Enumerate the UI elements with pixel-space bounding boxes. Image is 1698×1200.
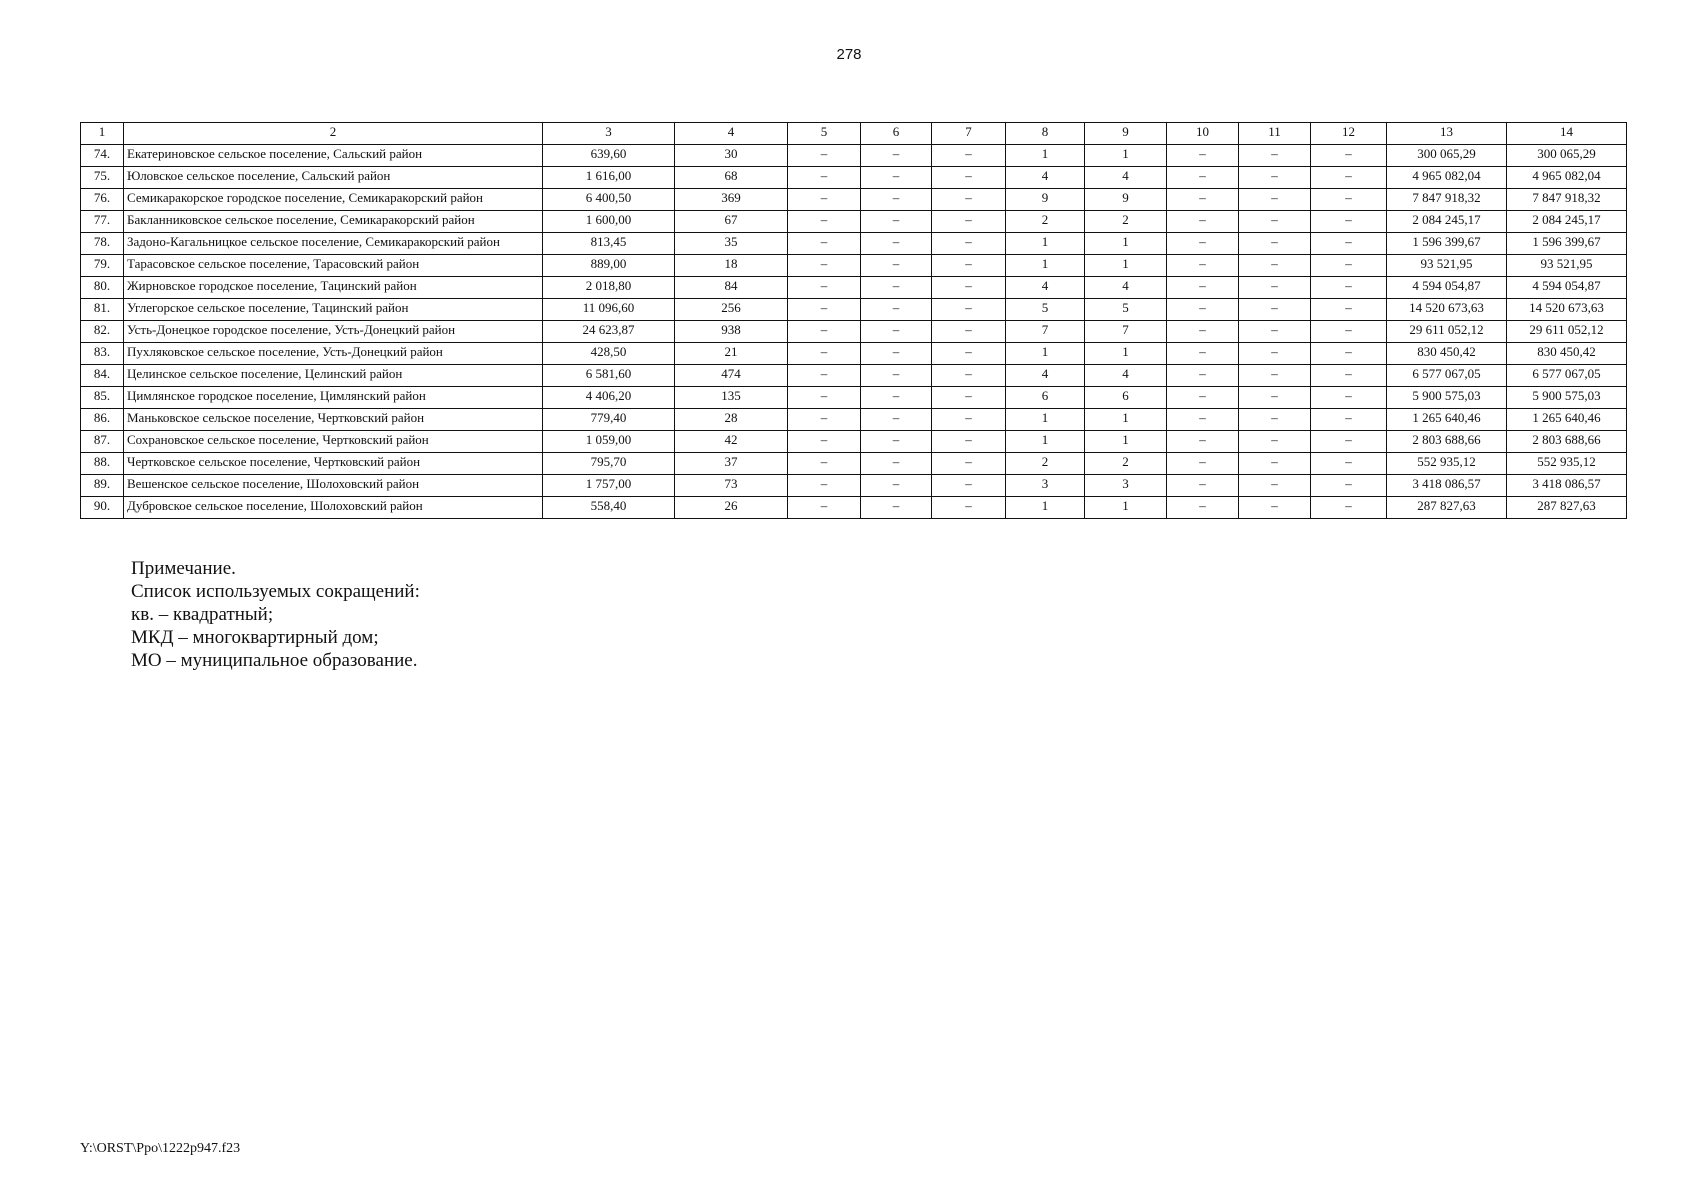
column-header-10: 10 (1167, 123, 1239, 145)
table-cell: 4 965 082,04 (1387, 167, 1507, 189)
table-cell: 26 (675, 497, 788, 519)
table-cell: – (1167, 277, 1239, 299)
table-cell: – (932, 343, 1006, 365)
table-cell: – (861, 409, 932, 431)
table-row (81, 497, 1627, 519)
table-cell: 2 084 245,17 (1507, 211, 1627, 233)
table-cell: 1 (1006, 255, 1085, 277)
table-cell: 1 (1085, 497, 1167, 519)
table-cell: 6 577 067,05 (1387, 365, 1507, 387)
table-row (81, 431, 1627, 453)
table-cell: 428,50 (543, 343, 675, 365)
table-cell: – (1239, 387, 1311, 409)
table-cell: 135 (675, 387, 788, 409)
table-cell: 300 065,29 (1387, 145, 1507, 167)
table-cell: 7 (1006, 321, 1085, 343)
table-cell: 2 (1085, 453, 1167, 475)
column-header-5: 5 (788, 123, 861, 145)
table-cell: 1 616,00 (543, 167, 675, 189)
table-cell: 369 (675, 189, 788, 211)
table-cell: – (788, 211, 861, 233)
column-header-11: 11 (1239, 123, 1311, 145)
table-cell: 1 (1006, 409, 1085, 431)
settlement-name-cell: Семикаракорское городское поселение, Семикаракорский район (124, 189, 543, 211)
table-cell: – (788, 409, 861, 431)
table-row (81, 167, 1627, 189)
table-cell: – (932, 211, 1006, 233)
table-cell: 6 (1085, 387, 1167, 409)
table-cell: – (1239, 299, 1311, 321)
table-cell: – (932, 453, 1006, 475)
table-row (81, 387, 1627, 409)
table-cell: 474 (675, 365, 788, 387)
table-cell: – (932, 365, 1006, 387)
table-cell: 287 827,63 (1387, 497, 1507, 519)
table-cell: 89. (81, 475, 124, 497)
table-cell: – (1239, 167, 1311, 189)
table-cell: – (788, 277, 861, 299)
column-header-7: 7 (932, 123, 1006, 145)
column-header-12: 12 (1311, 123, 1387, 145)
table-cell: – (1311, 475, 1387, 497)
table-cell: 7 847 918,32 (1387, 189, 1507, 211)
table-cell: 1 (1006, 145, 1085, 167)
table-cell: 11 096,60 (543, 299, 675, 321)
note-heading: Примечание. (131, 558, 236, 579)
table-cell: 2 (1085, 211, 1167, 233)
table-cell: 889,00 (543, 255, 675, 277)
table-cell: – (861, 145, 932, 167)
table-cell: 4 594 054,87 (1387, 277, 1507, 299)
table-cell: – (932, 387, 1006, 409)
column-header-14: 14 (1507, 123, 1627, 145)
table-cell: 93 521,95 (1507, 255, 1627, 277)
note-line: Список используемых сокращений: (131, 581, 420, 602)
table-cell: – (932, 475, 1006, 497)
table-cell: 779,40 (543, 409, 675, 431)
table-row (81, 299, 1627, 321)
table-cell: 6 577 067,05 (1507, 365, 1627, 387)
table-cell: 67 (675, 211, 788, 233)
table-cell: – (1167, 453, 1239, 475)
table-cell: – (861, 431, 932, 453)
settlement-name-cell: Вешенское сельское поселение, Шолоховский район (124, 475, 543, 497)
table-cell: 73 (675, 475, 788, 497)
table-cell: 29 611 052,12 (1387, 321, 1507, 343)
table-cell: 1 (1085, 145, 1167, 167)
column-header-6: 6 (861, 123, 932, 145)
table-cell: 558,40 (543, 497, 675, 519)
table-cell: 938 (675, 321, 788, 343)
table-cell: 3 (1085, 475, 1167, 497)
table-cell: – (932, 277, 1006, 299)
table-cell: 5 900 575,03 (1387, 387, 1507, 409)
note-line: МКД – многоквартирный дом; (131, 627, 379, 648)
table-cell: 81. (81, 299, 124, 321)
settlement-name-cell: Целинское сельское поселение, Целинский район (124, 365, 543, 387)
note-line: МО – муниципальное образование. (131, 650, 418, 671)
table-cell: – (861, 365, 932, 387)
table-cell: – (932, 145, 1006, 167)
table-row (81, 277, 1627, 299)
table-cell: 24 623,87 (543, 321, 675, 343)
table-cell: 1 (1085, 409, 1167, 431)
table-cell: – (1167, 431, 1239, 453)
table-cell: – (1239, 497, 1311, 519)
table-cell: – (861, 189, 932, 211)
table-cell: – (1311, 497, 1387, 519)
table-cell: 28 (675, 409, 788, 431)
table-cell: 30 (675, 145, 788, 167)
table-cell: 6 400,50 (543, 189, 675, 211)
table-cell: – (1239, 475, 1311, 497)
table-cell: – (1311, 431, 1387, 453)
table-cell: 1 (1006, 431, 1085, 453)
table-cell: 7 847 918,32 (1507, 189, 1627, 211)
settlement-name-cell: Цимлянское городское поселение, Цимлянский район (124, 387, 543, 409)
table-cell: – (861, 233, 932, 255)
table-cell: – (1239, 189, 1311, 211)
table-cell: – (1311, 409, 1387, 431)
table-cell: 5 (1006, 299, 1085, 321)
table-row (81, 255, 1627, 277)
table-cell: 1 (1085, 343, 1167, 365)
table-cell: – (1311, 255, 1387, 277)
table-cell: 2 (1006, 453, 1085, 475)
settlement-name-cell: Бакланниковское сельское поселение, Семикаракорский район (124, 211, 543, 233)
settlement-name-cell: Пухляковское сельское поселение, Усть-Донецкий район (124, 343, 543, 365)
table-cell: – (788, 497, 861, 519)
table-cell: – (861, 475, 932, 497)
table-cell: 287 827,63 (1507, 497, 1627, 519)
table-cell: 256 (675, 299, 788, 321)
table-cell: – (861, 277, 932, 299)
table-cell: 4 406,20 (543, 387, 675, 409)
table-cell: 1 265 640,46 (1387, 409, 1507, 431)
table-cell: – (1167, 145, 1239, 167)
table-cell: 1 600,00 (543, 211, 675, 233)
table-cell: – (788, 475, 861, 497)
table-cell: 82. (81, 321, 124, 343)
table-cell: 7 (1085, 321, 1167, 343)
table-cell: – (788, 387, 861, 409)
table-cell: – (1239, 211, 1311, 233)
table-cell: 37 (675, 453, 788, 475)
table-cell: – (788, 145, 861, 167)
table-cell: – (1311, 211, 1387, 233)
settlement-name-cell: Чертковское сельское поселение, Чертковский район (124, 453, 543, 475)
table-cell: – (1167, 255, 1239, 277)
table-cell: – (788, 233, 861, 255)
table-cell: 21 (675, 343, 788, 365)
table-cell: – (788, 453, 861, 475)
table-cell: – (1239, 453, 1311, 475)
column-header-4: 4 (675, 123, 788, 145)
settlement-name-cell: Тарасовское сельское поселение, Тарасовский район (124, 255, 543, 277)
table-cell: – (788, 167, 861, 189)
table-cell: 1 (1085, 431, 1167, 453)
table-row (81, 409, 1627, 431)
table-cell: – (1239, 277, 1311, 299)
table-cell: 639,60 (543, 145, 675, 167)
table-cell: 552 935,12 (1387, 453, 1507, 475)
table-cell: 68 (675, 167, 788, 189)
table-cell: 1 059,00 (543, 431, 675, 453)
table-cell: 88. (81, 453, 124, 475)
table-cell: 79. (81, 255, 124, 277)
table-cell: – (1167, 343, 1239, 365)
table-row (81, 211, 1627, 233)
table-cell: – (1311, 145, 1387, 167)
table-cell: – (1311, 277, 1387, 299)
table-cell: – (1239, 255, 1311, 277)
table-cell: 83. (81, 343, 124, 365)
table-cell: 1 (1006, 497, 1085, 519)
table-cell: 93 521,95 (1387, 255, 1507, 277)
table-cell: 74. (81, 145, 124, 167)
table-cell: – (861, 211, 932, 233)
table-cell: – (861, 343, 932, 365)
column-header-8: 8 (1006, 123, 1085, 145)
table-cell: 9 (1006, 189, 1085, 211)
table-cell: 795,70 (543, 453, 675, 475)
table-cell: 77. (81, 211, 124, 233)
table-cell: – (1311, 453, 1387, 475)
table-cell: 3 418 086,57 (1387, 475, 1507, 497)
table-cell: – (932, 321, 1006, 343)
table-cell: – (1239, 431, 1311, 453)
table-cell: – (788, 321, 861, 343)
table-cell: 35 (675, 233, 788, 255)
column-header-9: 9 (1085, 123, 1167, 145)
table-row (81, 343, 1627, 365)
table-header-row (81, 123, 1627, 145)
table-cell: 80. (81, 277, 124, 299)
table-row (81, 475, 1627, 497)
table-cell: 6 (1006, 387, 1085, 409)
table-cell: 1 (1006, 233, 1085, 255)
table-row (81, 189, 1627, 211)
table-cell: – (1239, 409, 1311, 431)
table-cell: 2 803 688,66 (1507, 431, 1627, 453)
table-cell: – (1167, 321, 1239, 343)
settlement-name-cell: Сохрановское сельское поселение, Чертковский район (124, 431, 543, 453)
table-body (81, 145, 1627, 519)
table-cell: 813,45 (543, 233, 675, 255)
table-cell: 1 (1006, 343, 1085, 365)
table-cell: – (932, 431, 1006, 453)
table-cell: 1 265 640,46 (1507, 409, 1627, 431)
table-cell: – (1167, 189, 1239, 211)
table-cell: 14 520 673,63 (1387, 299, 1507, 321)
table-cell: 4 (1085, 365, 1167, 387)
table-row (81, 233, 1627, 255)
table-cell: – (932, 497, 1006, 519)
table-cell: – (1311, 321, 1387, 343)
table-cell: – (1167, 365, 1239, 387)
table-cell: 5 (1085, 299, 1167, 321)
table-cell: 4 594 054,87 (1507, 277, 1627, 299)
table-cell: – (788, 431, 861, 453)
table-cell: – (932, 189, 1006, 211)
table-cell: 1 (1085, 233, 1167, 255)
table-cell: – (1167, 387, 1239, 409)
table-cell: – (1311, 365, 1387, 387)
table-cell: – (1311, 343, 1387, 365)
table-cell: – (1167, 475, 1239, 497)
table-cell: – (1167, 299, 1239, 321)
table-cell: 84 (675, 277, 788, 299)
table-cell: 87. (81, 431, 124, 453)
note-line: кв. – квадратный; (131, 604, 274, 625)
table-cell: 3 (1006, 475, 1085, 497)
table-row (81, 365, 1627, 387)
table-cell: – (1239, 343, 1311, 365)
table-cell: – (861, 453, 932, 475)
table-cell: – (861, 387, 932, 409)
table-cell: – (788, 299, 861, 321)
table-cell: 29 611 052,12 (1507, 321, 1627, 343)
settlement-name-cell: Жирновское городское поселение, Тацинский район (124, 277, 543, 299)
table-cell: – (1311, 233, 1387, 255)
table-cell: – (861, 255, 932, 277)
table-cell: 85. (81, 387, 124, 409)
table-cell: 76. (81, 189, 124, 211)
table-cell: 84. (81, 365, 124, 387)
table-cell: 9 (1085, 189, 1167, 211)
footer-file-path: Y:\ORST\Ppo\1222p947.f23 (80, 1141, 241, 1156)
column-header-13: 13 (1387, 123, 1507, 145)
settlement-name-cell: Углегорское сельское поселение, Тацинский район (124, 299, 543, 321)
page-number: 278 (836, 46, 862, 63)
table-cell: 830 450,42 (1387, 343, 1507, 365)
table-cell: – (1167, 409, 1239, 431)
table-cell: 42 (675, 431, 788, 453)
table-cell: 4 965 082,04 (1507, 167, 1627, 189)
table-cell: – (1239, 145, 1311, 167)
table-cell: – (788, 343, 861, 365)
table-cell: – (1239, 233, 1311, 255)
table-cell: – (932, 299, 1006, 321)
table-cell: 4 (1006, 167, 1085, 189)
table-cell: – (788, 255, 861, 277)
table-cell: – (788, 365, 861, 387)
table-cell: 2 803 688,66 (1387, 431, 1507, 453)
table-row (81, 321, 1627, 343)
settlement-name-cell: Юловское сельское поселение, Сальский район (124, 167, 543, 189)
table-row (81, 145, 1627, 167)
column-header-1: 1 (81, 123, 124, 145)
table-cell: 4 (1006, 365, 1085, 387)
table-cell: 4 (1085, 167, 1167, 189)
table-cell: 2 (1006, 211, 1085, 233)
table-cell: 6 581,60 (543, 365, 675, 387)
table-cell: 2 084 245,17 (1387, 211, 1507, 233)
table-cell: 3 418 086,57 (1507, 475, 1627, 497)
table-cell: 75. (81, 167, 124, 189)
table-cell: 830 450,42 (1507, 343, 1627, 365)
table-cell: – (1167, 167, 1239, 189)
settlement-name-cell: Екатериновское сельское поселение, Сальский район (124, 145, 543, 167)
table-cell: 1 757,00 (543, 475, 675, 497)
table-cell: – (861, 299, 932, 321)
settlement-name-cell: Задоно-Кагальницкое сельское поселение, Семикаракорский район (124, 233, 543, 255)
table-cell: – (932, 233, 1006, 255)
table-cell: 2 018,80 (543, 277, 675, 299)
settlement-name-cell: Дубровское сельское поселение, Шолоховский район (124, 497, 543, 519)
table-cell: 90. (81, 497, 124, 519)
notes-block (131, 557, 420, 672)
table-cell: 5 900 575,03 (1507, 387, 1627, 409)
table-row (81, 453, 1627, 475)
table-cell: – (1311, 387, 1387, 409)
table-cell: – (1311, 299, 1387, 321)
table-cell: – (1167, 497, 1239, 519)
table-cell: – (1167, 211, 1239, 233)
column-header-2: 2 (124, 123, 543, 145)
column-header-3: 3 (543, 123, 675, 145)
table-cell: 552 935,12 (1507, 453, 1627, 475)
data-table (80, 122, 1627, 519)
table-cell: 4 (1006, 277, 1085, 299)
table-cell: – (932, 409, 1006, 431)
table-cell: – (861, 321, 932, 343)
settlement-name-cell: Маньковское сельское поселение, Чертковский район (124, 409, 543, 431)
settlement-name-cell: Усть-Донецкое городское поселение, Усть-Донецкий район (124, 321, 543, 343)
table-cell: 78. (81, 233, 124, 255)
table-cell: – (1239, 365, 1311, 387)
table-cell: 300 065,29 (1507, 145, 1627, 167)
table-cell: 1 596 399,67 (1507, 233, 1627, 255)
table-cell: 4 (1085, 277, 1167, 299)
table-cell: 1 (1085, 255, 1167, 277)
table-cell: – (932, 255, 1006, 277)
table-cell: 14 520 673,63 (1507, 299, 1627, 321)
table-cell: 86. (81, 409, 124, 431)
table-cell: – (932, 167, 1006, 189)
table-cell: 1 596 399,67 (1387, 233, 1507, 255)
table-cell: – (861, 167, 932, 189)
table-cell: – (1311, 167, 1387, 189)
table-cell: 18 (675, 255, 788, 277)
table-cell: – (1311, 189, 1387, 211)
table-cell: – (861, 497, 932, 519)
table-cell: – (1239, 321, 1311, 343)
table-cell: – (788, 189, 861, 211)
table-cell: – (1167, 233, 1239, 255)
